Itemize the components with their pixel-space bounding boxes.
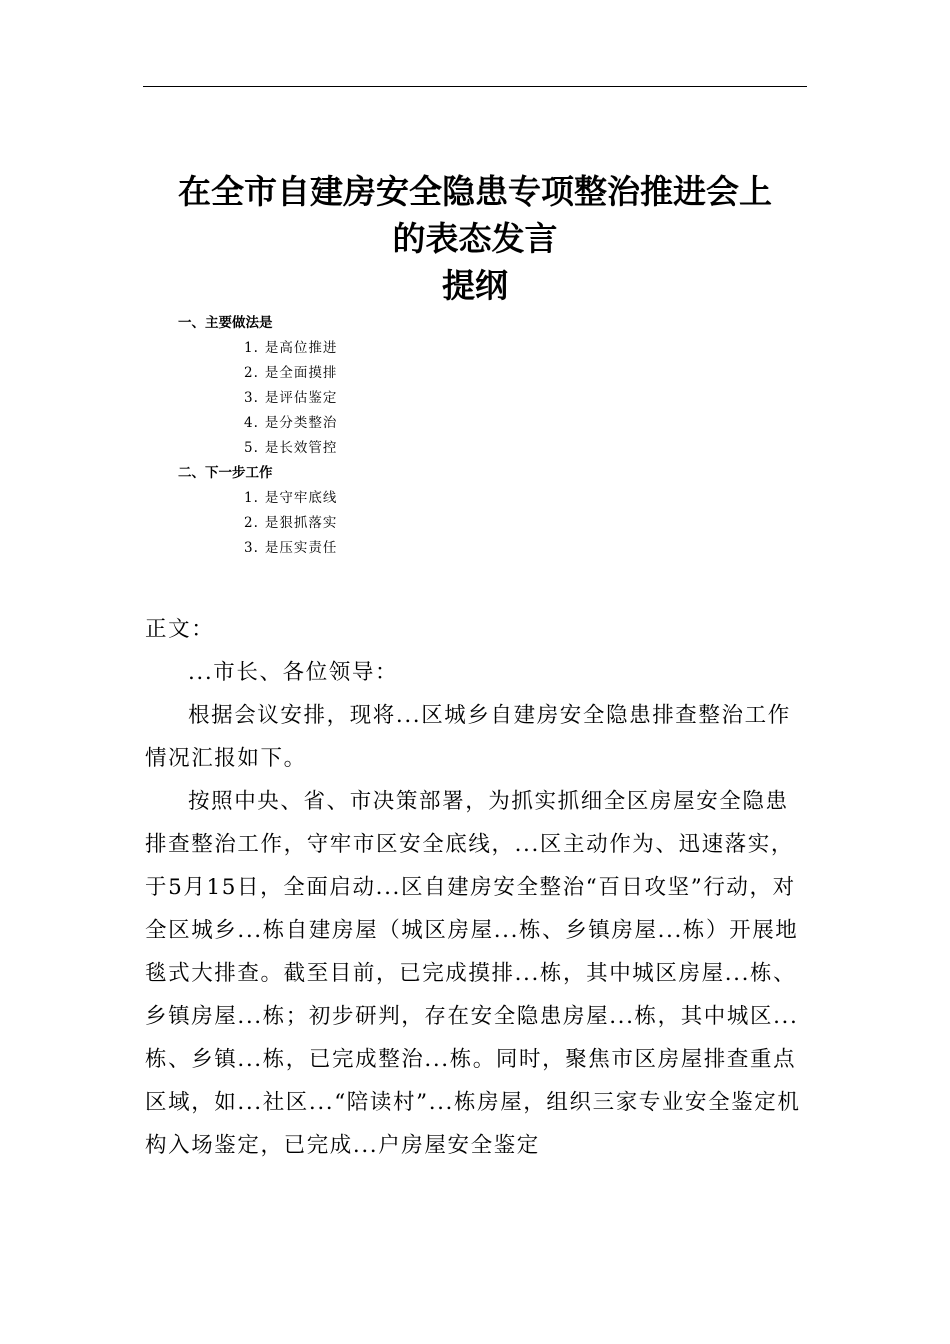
outline-item-number: 2. <box>244 365 259 381</box>
outline-item <box>178 511 578 536</box>
outline-item-text: 是狠抓落实 <box>264 515 338 531</box>
outline-item-text: 是压实责任 <box>264 540 338 556</box>
outline-item-text: 是高位推进 <box>264 340 338 356</box>
outline <box>178 311 578 561</box>
outline-heading-2: 二、下一步工作 <box>178 465 273 481</box>
outline-item <box>178 386 578 411</box>
outline-item <box>178 411 578 436</box>
outline-item-text: 是长效管控 <box>264 440 338 456</box>
outline-item-text: 是分类整治 <box>264 415 338 431</box>
outline-item <box>178 486 578 511</box>
outline-item-text: 是守牢底线 <box>264 490 338 506</box>
outline-item-text: 是评估鉴定 <box>264 390 338 406</box>
body-text <box>145 608 810 1167</box>
outline-item <box>178 361 578 386</box>
outline-item-number: 1. <box>244 490 259 506</box>
document-title-line-3: 提纲 <box>442 266 508 305</box>
outline-item <box>178 436 578 461</box>
outline-item-number: 1. <box>244 340 259 356</box>
outline-heading-1: 一、主要做法是 <box>178 315 273 331</box>
outline-item-number: 2. <box>244 515 259 531</box>
outline-item-number: 4. <box>244 415 259 431</box>
outline-item-text: 是全面摸排 <box>264 365 338 381</box>
header-rule <box>143 86 807 87</box>
outline-item <box>178 336 578 361</box>
document-title-line-2: 的表态发言 <box>392 219 558 258</box>
outline-item-number: 3. <box>244 390 259 406</box>
outline-item <box>178 536 578 561</box>
document-title-line-1: 在全市自建房安全隐患专项整治推进会上 <box>178 172 772 211</box>
body-paragraph-1: 根据会议安排，现将...区城乡自建房安全隐患排查整治工作情况汇报如下。 <box>145 703 791 771</box>
body-label: 正文： <box>145 617 215 642</box>
outline-item-number: 3. <box>244 540 259 556</box>
body-paragraph-2: 按照中央、省、市决策部署，为抓实抓细全区房屋安全隐患排查整治工作，守牢市区安全底线，...区主动作为、迅速落实，于5月15日，全面启动...区自建房安全整治“百日攻坚”行动，对全区城乡...栋自建房屋（城区房屋...栋、乡镇房屋...栋）开展地毯式大排查。截至目前，已完成摸排...栋，其中城区房屋...栋、乡镇房屋...栋；初步研判，存在安全隐患房屋...栋，其中城区...栋、乡镇...栋，已完成整治...栋。同时，聚焦市区房屋排查重点区域，如...社区...“陪读村”...栋房屋，组织三家专业安全鉴定机构入场鉴定，已完成...户房屋安全鉴定 <box>145 789 801 1158</box>
salutation: ...市长、各位领导： <box>188 660 399 685</box>
outline-item-number: 5. <box>244 440 259 456</box>
